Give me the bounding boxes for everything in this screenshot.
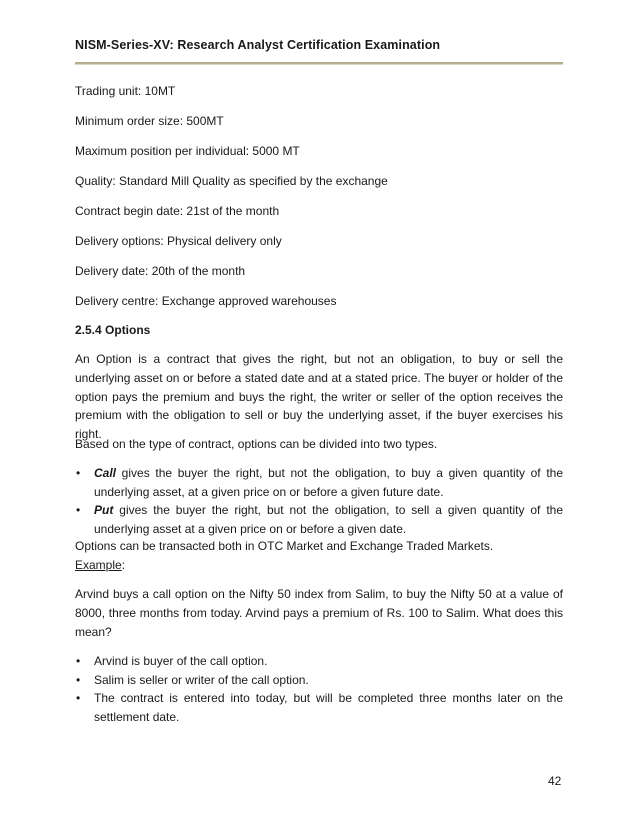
meaning-item-text: Arvind is buyer of the call option. (94, 654, 268, 668)
spec-contract-begin: Contract begin date: 21st of the month (75, 204, 280, 218)
section-heading: 2.5.4 Options (75, 323, 151, 337)
spec-delivery-options: Delivery options: Physical delivery only (75, 234, 282, 248)
option-types-list (75, 464, 563, 538)
meaning-item-text: Salim is seller or writer of the call option. (94, 672, 309, 687)
spec-min-order-size: Minimum order size: 500MT (75, 114, 224, 128)
call-term: Call (94, 466, 117, 480)
put-description: gives the buyer the right, but not the obligation, to sell a given quantity of the underlying asset at a given price on or before a given date. (94, 503, 563, 536)
header-divider (75, 62, 563, 64)
example-colon: : (121, 558, 126, 572)
example-paragraph: Arvind buys a call option on the Nifty 50 index from Salim, to buy the Nifty 50 at a value of 8000, three months from today. Arvind pays a premium of Rs. 100 to Salim. What does this mean? (75, 587, 563, 639)
spec-delivery-date: Delivery date: 20th of the month (75, 264, 246, 278)
example-meaning-list (75, 652, 563, 726)
markets-line: Options can be transacted both in OTC Market and Exchange Traded Markets. (75, 539, 494, 553)
put-term: Put (94, 503, 114, 517)
list-item (75, 501, 563, 538)
spec-delivery-centre: Delivery centre: Exchange approved warehouses (75, 294, 337, 308)
spec-max-position: Maximum position per individual: 5000 MT (75, 144, 300, 158)
list-item (75, 689, 563, 726)
example-label: Example (75, 558, 122, 572)
option-types-intro: Based on the type of contract, options can be divided into two types. (75, 437, 438, 451)
bullet-icon: • (76, 466, 81, 480)
page-number: 42 (548, 774, 562, 788)
meaning-item-text: The contract is entered into today, but will be completed three months later on the settlement date. (94, 691, 563, 724)
call-description: gives the buyer the right, but not the obligation, to buy a given quantity of the underlying asset, at a given price on or before a given future date. (94, 466, 563, 499)
spec-trading-unit: Trading unit: 10MT (75, 84, 176, 98)
list-item (75, 671, 563, 690)
options-definition-paragraph: An Option is a contract that gives the right, but not an obligation, to buy or sell the underlying asset on or before a stated date and at a stated price. The buyer or holder of the option pays the premium and buys the right, the writer or seller of the option receives the premium with the obligation to sell or buy the underlying asset, if the buyer exercises his right. (75, 352, 563, 442)
bullet-icon: • (76, 654, 81, 668)
spec-quality: Quality: Standard Mill Quality as specified by the exchange (75, 174, 388, 188)
bullet-icon: • (76, 672, 81, 687)
example-label-line (75, 558, 125, 572)
bullet-icon: • (76, 691, 81, 705)
list-item (75, 464, 563, 501)
running-header: NISM-Series-XV: Research Analyst Certification Examination (75, 38, 441, 52)
list-item (75, 652, 563, 671)
bullet-icon: • (76, 503, 81, 517)
